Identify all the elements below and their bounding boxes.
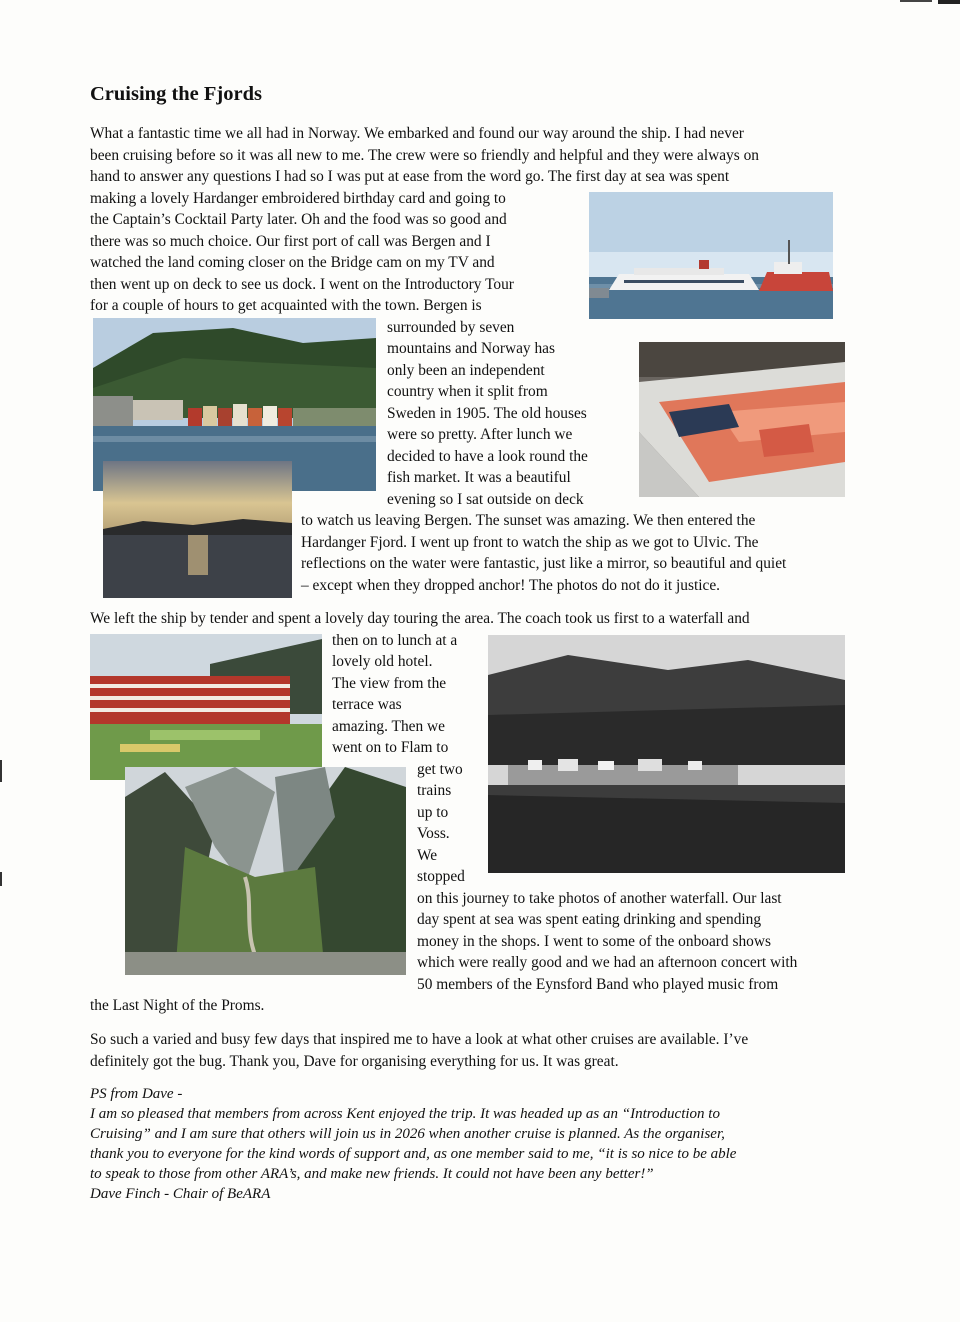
- paragraph-line: So such a varied and busy few days that inspired me to have a look at what other cruises are available. I’ve: [90, 1031, 749, 1048]
- paragraph-line: 50 members of the Eynsford Band who played music from: [417, 976, 779, 993]
- paragraph-line: to watch us leaving Bergen. The sunset was amazing. We then entered the: [301, 512, 756, 529]
- paragraph-line: get two: [417, 761, 463, 778]
- paragraph-line: the Last Night of the Proms.: [90, 997, 265, 1014]
- paragraph-line: went on to Flam to: [332, 739, 449, 756]
- photo-sunset-fjord: [103, 461, 292, 598]
- paragraph-line: evening so I sat outside on deck: [387, 491, 584, 508]
- scan-edge-mark: [0, 760, 2, 782]
- paragraph-line: been cruising before so it was all new to me. The crew were so friendly and helpful and they were always on: [90, 147, 759, 164]
- paragraph-line: reflections on the water were fantastic, just like a mirror, so beautiful and quiet: [301, 555, 787, 572]
- paragraph-line: mountains and Norway has: [387, 340, 555, 357]
- paragraph-line: money in the shops. I went to some of the onboard shows: [417, 933, 771, 950]
- paragraph-line: We: [417, 847, 438, 864]
- paragraph-line: for a couple of hours to get acquainted with the town. Bergen is: [90, 297, 482, 314]
- postscript-line: I am so pleased that members from across Kent enjoyed the trip. It was headed up as an “Introduction to: [90, 1106, 720, 1122]
- paragraph-line: were so pretty. After lunch we: [387, 426, 573, 443]
- postscript-line: Cruising” and I am sure that others will join us in 2026 when another cruise is planned. As the organiser,: [90, 1126, 725, 1142]
- article-title: Cruising the Fjords: [90, 83, 262, 105]
- paragraph-line: watched the land coming closer on the Bridge cam on my TV and: [90, 254, 495, 271]
- paragraph-line: there was so much choice. Our first port of call was Bergen and I: [90, 233, 491, 250]
- paragraph-line: – except when they dropped anchor! The photos do not do it justice.: [301, 577, 721, 594]
- paragraph-line: the Captain’s Cocktail Party later. Oh and the food was so good and: [90, 211, 507, 228]
- photo-ship-in-port: [589, 192, 833, 319]
- paragraph-line: Sweden in 1905. The old houses: [387, 405, 587, 422]
- paragraph-line: surrounded by seven: [387, 319, 515, 336]
- paragraph-line: day spent at sea was spent eating drinking and spending: [417, 911, 762, 928]
- paragraph-line: What a fantastic time we all had in Norway. We embarked and found our way around the ship. I had never: [90, 125, 744, 142]
- postscript-signature: Dave Finch - Chair of BeARA: [90, 1186, 271, 1202]
- paragraph-line: hand to answer any questions I had so I was put at ease from the word go. The first day at sea was spent: [90, 168, 730, 185]
- photo-village-reflection: [488, 635, 845, 873]
- photo-fish-market: [639, 342, 845, 497]
- paragraph-line: amazing. Then we: [332, 718, 445, 735]
- paragraph-line: fish market. It was a beautiful: [387, 469, 571, 486]
- postscript-line: to speak to those from other ARA’s, and make new friends. It could not have been any better!”: [90, 1166, 654, 1182]
- paragraph-line: which were really good and we had an afternoon concert with: [417, 954, 798, 971]
- photo-hotel: [90, 634, 322, 780]
- postscript-heading: PS from Dave -: [90, 1086, 183, 1102]
- paragraph-line: definitely got the bug. Thank you, Dave for organising everything for us. It was great.: [90, 1053, 619, 1070]
- paragraph-line: Voss.: [417, 825, 450, 842]
- paragraph-line: only been an independent: [387, 362, 545, 379]
- paragraph-line: country when it split from: [387, 383, 548, 400]
- paragraph-line: up to: [417, 804, 449, 821]
- paragraph-line: trains: [417, 782, 452, 799]
- paragraph-line: We left the ship by tender and spent a lovely day touring the area. The coach took us first to a waterfall and: [90, 610, 750, 627]
- scan-edge-mark: [0, 872, 2, 886]
- paragraph-line: terrace was: [332, 696, 402, 713]
- paragraph-line: on this journey to take photos of another waterfall. Our last: [417, 890, 782, 907]
- paragraph-line: lovely old hotel.: [332, 653, 433, 670]
- paragraph-line: The view from the: [332, 675, 447, 692]
- paragraph-line: stopped: [417, 868, 465, 885]
- paragraph-line: decided to have a look round the: [387, 448, 588, 465]
- scan-edge-mark: [900, 0, 960, 5]
- paragraph-line: Hardanger Fjord. I went up front to watch the ship as we got to Ulvic. The: [301, 534, 759, 551]
- postscript-line: thank you to everyone for the kind words of support and, as one member said to me, “it is so nice to be able: [90, 1146, 737, 1162]
- paragraph-line: then on to lunch at a: [332, 632, 458, 649]
- paragraph-line: then went up on deck to see us dock. I went on the Introductory Tour: [90, 276, 514, 293]
- photo-valley: [125, 767, 406, 975]
- paragraph-line: making a lovely Hardanger embroidered birthday card and going to: [90, 190, 506, 207]
